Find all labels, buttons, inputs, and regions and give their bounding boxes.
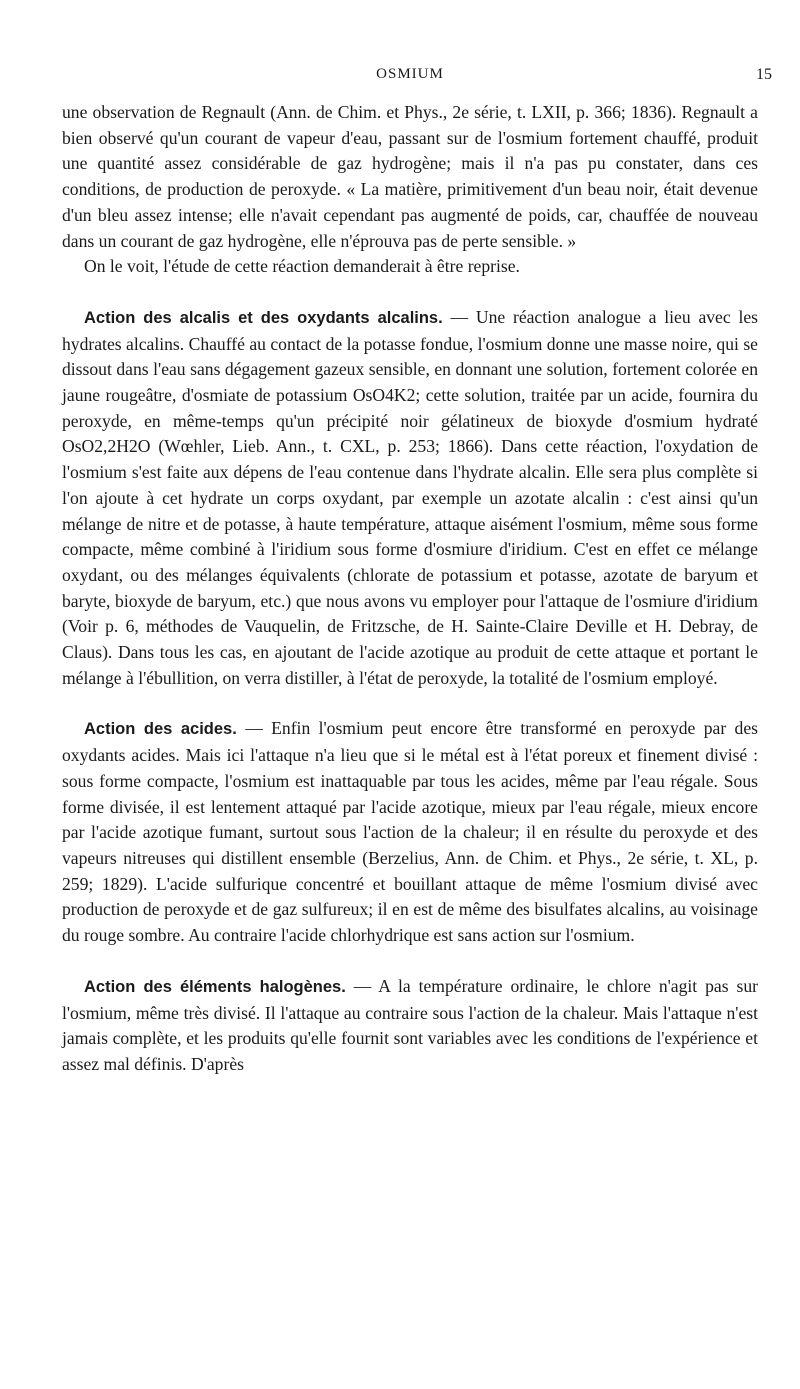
page-number: 15 (756, 66, 772, 83)
section-body-halogenes: — A la température ordinaire, le chlore n'agit pas sur l'osmium, même très divisé. Il l'attaque au contraire sous l'action de la chaleur. Mais l'attaque n'est jamais complète, et les produits qu'elle fournit sont variables avec les conditions de l'expérience et assez mal définis. D'après (62, 975, 758, 1074)
book-page (62, 66, 772, 1078)
section-gap (62, 949, 758, 974)
section-body-acides: — Enfin l'osmium peut encore être transformé en peroxyde par des oxydants acides. Mais ici l'attaque n'a lieu que si le métal est à l'état poreux et finement divisé : sous forme compacte, l'osmium est inattaquable par tous les acides, même par l'eau régale. Sous forme divisée, il est lentement attaqué par l'acide azotique, mieux par l'eau régale, mieux encore par l'acide azotique fumant, surtout sous l'action de la chaleur; il en résulte du peroxyde et des vapeurs nitreuses qui distillent ensemble (Berzelius, Ann. de Chim. et Phys., 2e série, t. XL, p. 259; 1829). L'acide sulfurique concentré et bouillant attaque de même l'osmium divisé avec production de peroxyde et de gaz sulfureux; il en est de même des bisulfates alcalins, au voisinage du rouge sombre. Au contraire l'acide chlorhydrique est sans action sur l'osmium. (62, 718, 758, 946)
section-halogenes (62, 974, 758, 1078)
section-alcalis (62, 305, 758, 692)
section-gap (62, 691, 758, 716)
paragraph-conclusion: On le voit, l'étude de cette réaction demanderait à être reprise. (84, 256, 520, 277)
paragraph-regnault: une observation de Regnault (Ann. de Chim. et Phys., 2e série, t. LXII, p. 366; 1836). Regnault a bien observé qu'un courant de vapeur d'eau, passant sur de l'osmium fortement chauffé, produit une quantité assez considérable de gaz hydrogène; mais il n'a pas pu constater, dans ces conditions, de production de peroxyde. « La matière, primitivement d'un beau noir, était devenue d'un bleu assez intense; elle n'avait cependant pas augmenté de poids, car, chauffée de nouveau dans un courant de gaz hydrogène, elle n'éprouva pas de perte sensible. » (62, 102, 758, 251)
section-gap (62, 280, 758, 305)
section-heading-alcalis: Action des alcalis et des oxydants alcalins. (84, 308, 443, 327)
section-heading-halogenes: Action des éléments halogènes. (84, 977, 346, 996)
section-acides (62, 716, 758, 948)
page-header (62, 66, 772, 100)
section-body-alcalis: — Une réaction analogue a lieu avec les hydrates alcalins. Chauffé au contact de la potasse fondue, l'osmium donne une masse noire, qui se dissout dans l'eau sans dégagement gazeux sensible, en donnant une solution, fortement colorée en jaune rougeâtre, d'osmiate de potassium OsO4K2; cette solution, traitée par un acide, fournira du peroxyde, en même-temps qu'un précipité noir gélatineux de bioxyde d'osmium hydraté OsO2,2H2O (Wœhler, Lieb. Ann., t. CXL, p. 253; 1866). Dans cette réaction, l'oxydation de l'osmium s'est faite aux dépens de l'eau contenue dans l'hydrate alcalin. Elle sera plus complète si l'on ajoute à cet hydrate un corps oxydant, par exemple un azotate alcalin : c'est ainsi qu'un mélange de nitre et de potasse, à haute température, attaque aisément l'osmium, même sous forme compacte, même combiné à l'iridium sous forme d'osmiure d'iridium. C'est en effet ce mélange oxydant, ou des mélanges équivalents (chlorate de potassium et potasse, azotate de baryum et baryte, bioxyde de baryum, etc.) que nous avons vu employer pour l'attaque de l'osmiure d'iridium (Voir p. 6, méthodes de Vauquelin, de Fritzsche, de H. Sainte-Claire Deville et H. Debray, de Claus). Dans tous les cas, en ajoutant de l'acide azotique au produit de cette attaque et portant le mélange à l'ébullition, on verra distiller, à l'état de peroxyde, la totalité de l'osmium employé. (62, 306, 758, 688)
section-heading-acides: Action des acides. (84, 720, 237, 739)
running-title: OSMIUM (376, 66, 444, 82)
